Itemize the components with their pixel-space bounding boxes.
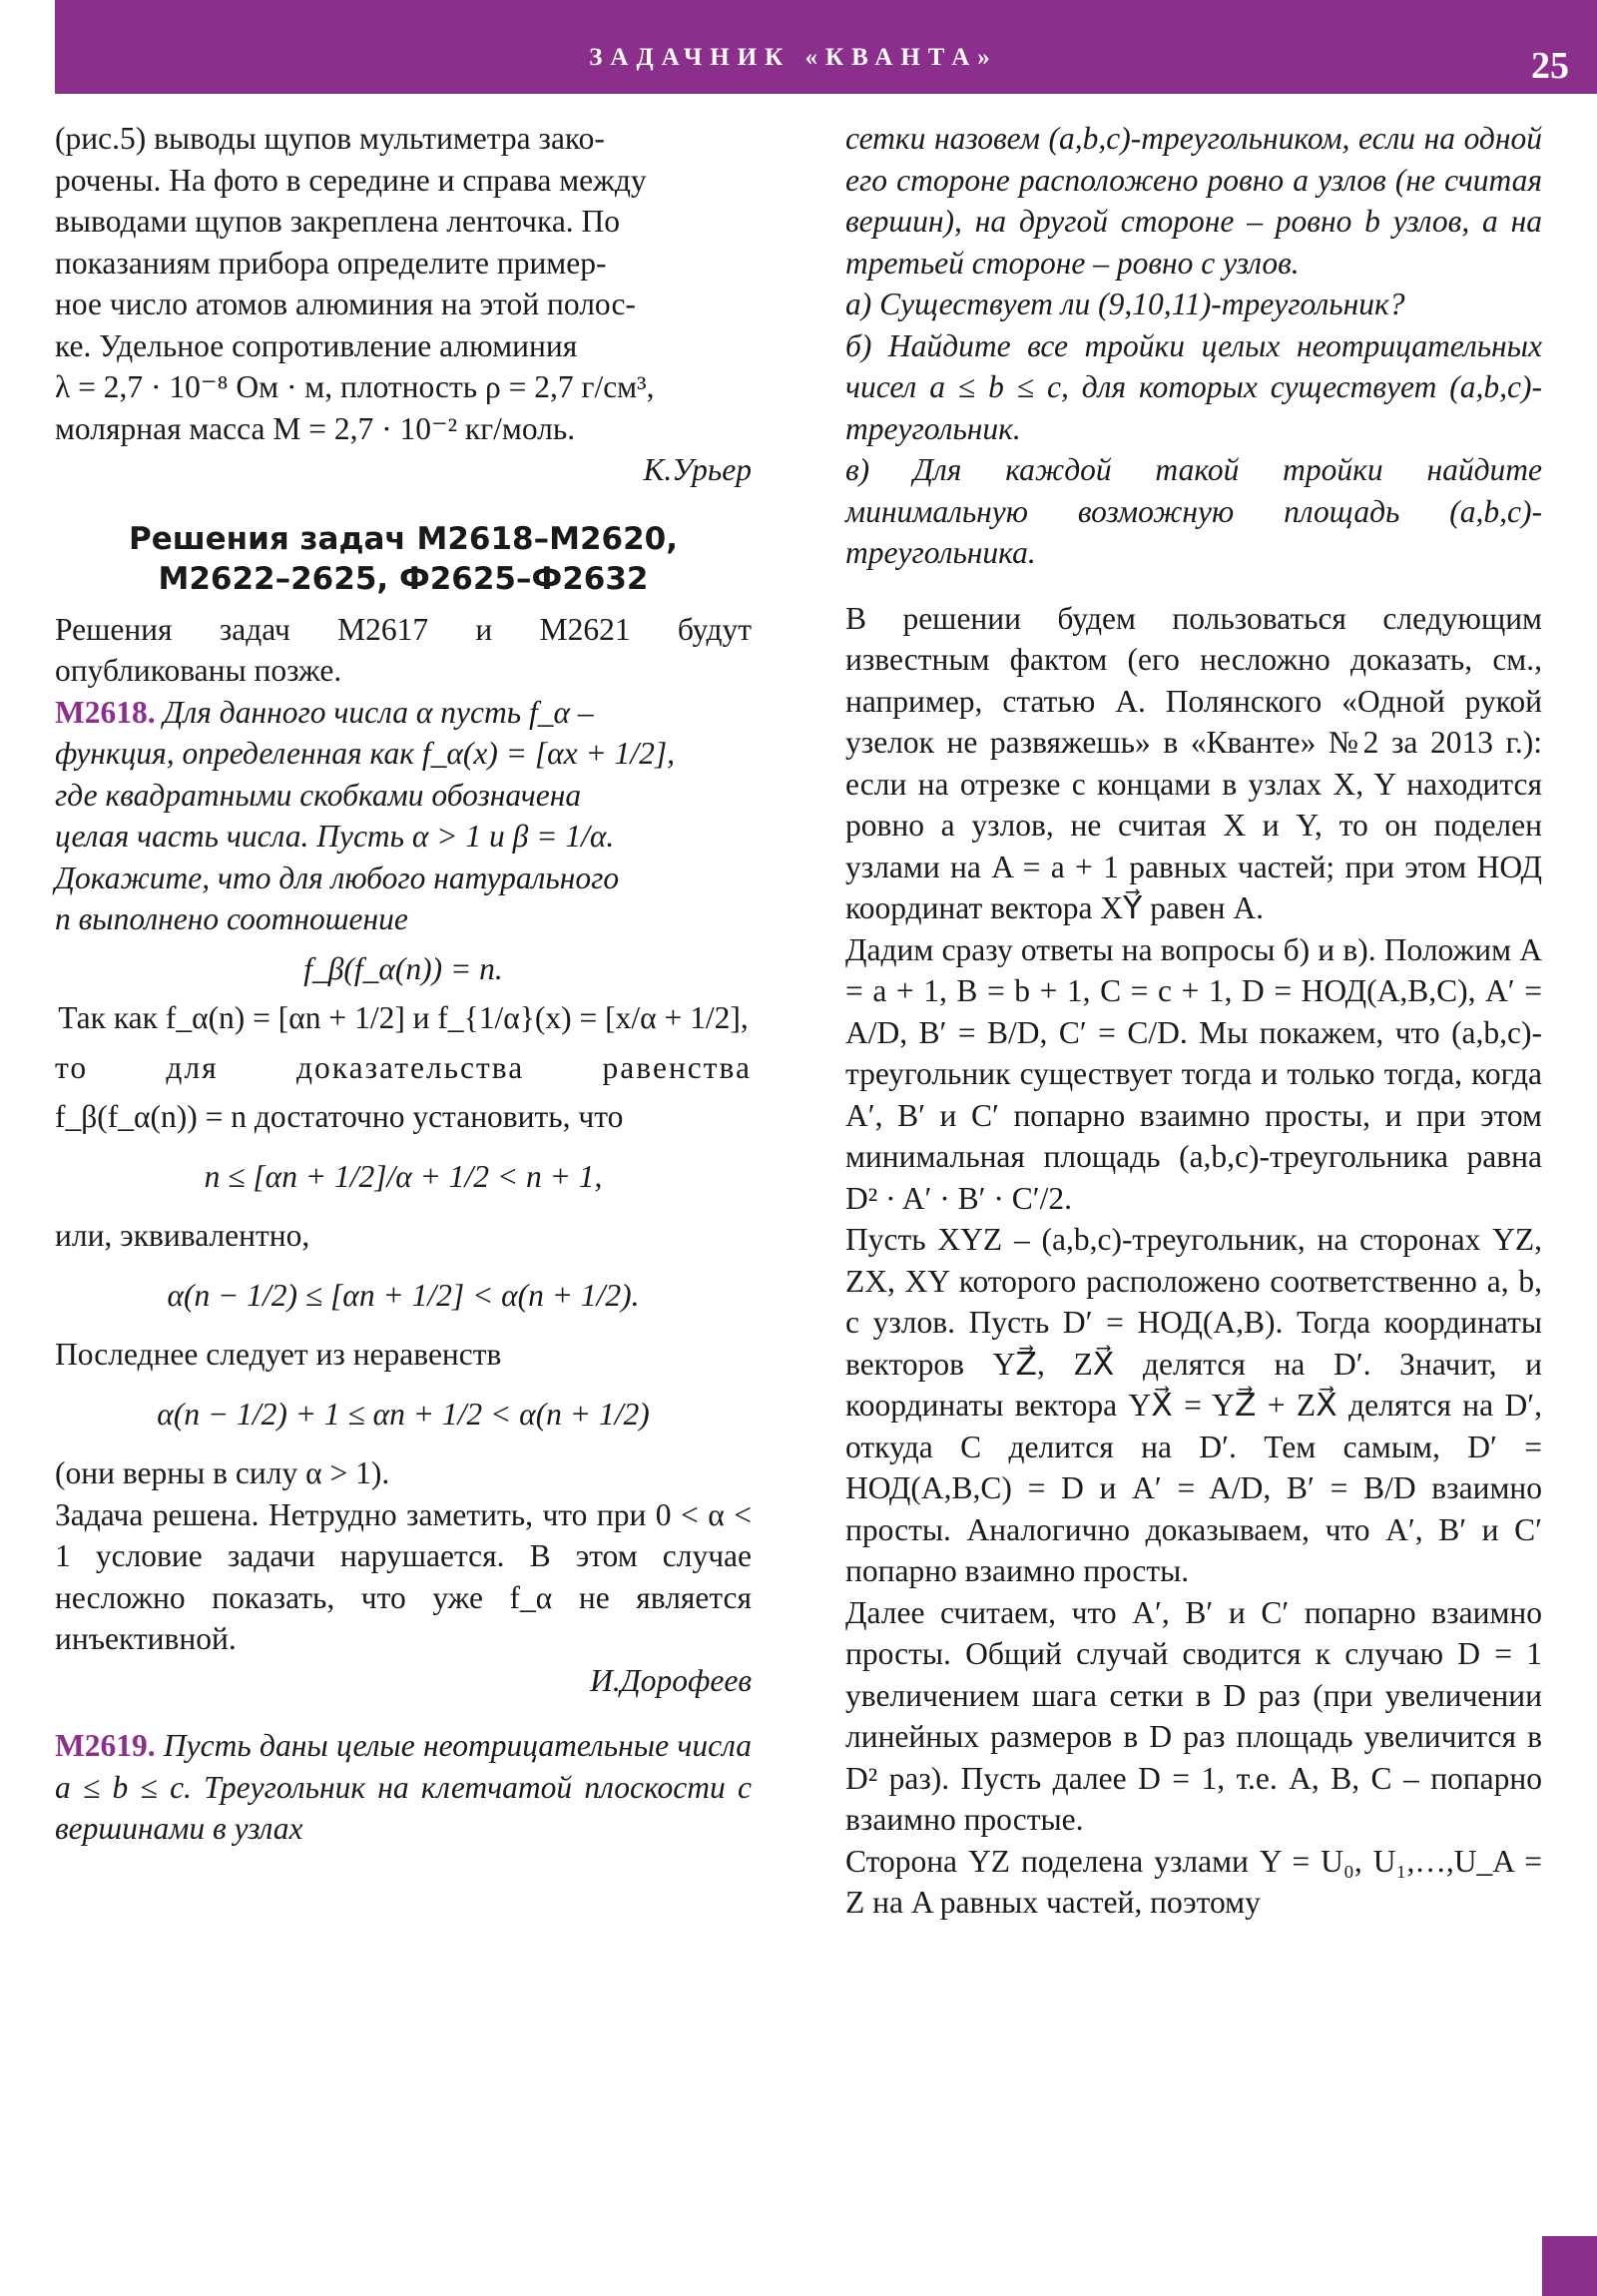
m2618-author: И.Дорофеев bbox=[590, 1662, 752, 1698]
intro-author: К.Урьер bbox=[643, 452, 752, 487]
m2618-statement-line: функция, определенная как f_α(x) = [αx + 1/2], bbox=[55, 736, 676, 771]
section-title-line: Решения задач М2618–М2620, bbox=[128, 520, 679, 557]
corner-tab bbox=[1542, 2236, 1597, 2296]
m2619-statement-cont: сетки назовем (a,b,c)-треугольником, если на одной его стороне расположено ровно a узлов (не считая вершин), на другой стороне – ровно b узлов, а на третьей стороне – ровно c узлов. bbox=[845, 121, 1542, 281]
intro-line: ное число атомов алюминия на этой полос- bbox=[55, 287, 636, 321]
formula-inequality-2: α(n − 1/2) ≤ [αn + 1/2] < α(n + 1/2). bbox=[167, 1277, 640, 1313]
spacer bbox=[55, 1701, 752, 1725]
problem-id-m2618: М2618. bbox=[55, 694, 156, 730]
spacer bbox=[845, 574, 1542, 598]
intro-line: выводами щупов закреплена ленточка. По bbox=[55, 204, 621, 239]
m2618-statement-line: где квадратными скобками обозначена bbox=[55, 777, 582, 813]
question-b: б) Найдите все тройки целых неотрицательных чисел a ≤ b ≤ c, для которых существует (a,b,c)-треугольник. bbox=[845, 327, 1542, 446]
solution-text: Так как f_α(n) = [αn + 1/2] и f_{1/α}(x) = [x/α + 1/2], bbox=[58, 1000, 749, 1035]
question-a: а) Существует ли (9,10,11)-треугольник? bbox=[845, 287, 1405, 321]
section-title bbox=[55, 519, 752, 599]
section-title-line: М2622–2625, Ф2625–Ф2632 bbox=[158, 560, 649, 597]
solution-paragraph: Далее считаем, что A′, B′ и C′ попарно взаимно просты. Общий случай сводится к случаю D = 1 увеличением шага сетки в D раз (при увеличении линейных размеров в D раз площадь увеличится в D² раз). Пусть далее D = 1, т.е. A, B, C – попарно взаимно простые. bbox=[845, 1594, 1542, 1837]
intro-line: (рис.5) выводы щупов мультиметра зако- bbox=[55, 121, 605, 156]
solution-text: Последнее следует из неравенств bbox=[55, 1337, 502, 1372]
solution-text: f_β(f_α(n)) = n достаточно установить, что bbox=[55, 1099, 624, 1134]
solution-paragraph: Дадим сразу ответы на вопросы б) и в). Положим A = a + 1, B = b + 1, C = c + 1, D = НОД(A,B,C), A′ = A/D, B′ = B/D, C′ = C/D. Мы покажем, что (a,b,c)-треугольник существует тогда и только тогда, когда A′, B′ и C′ попарно взаимно просты, и при этом минимальная площадь (a,b,c)-треугольника равна D² · A′ · B′ · C′/2. bbox=[845, 931, 1542, 1216]
intro-line: рочены. На фото в середине и справа между bbox=[55, 162, 647, 198]
m2618-statement-line bbox=[55, 692, 752, 734]
m2618-statement-line: n выполнено соотношение bbox=[55, 901, 408, 936]
solution-text: или, эквивалентно, bbox=[55, 1218, 310, 1253]
journal-section-title: ЗАДАЧНИК «КВАНТА» bbox=[589, 44, 998, 71]
solution-text: Задача решена. Нетрудно заметить, что при 0 < α < 1 условие задачи нарушается. В этом случае несложно показать, что уже f_α не является инъективной. bbox=[55, 1496, 752, 1656]
intro-line: молярная масса M = 2,7 · 10⁻² кг/моль. bbox=[55, 410, 576, 446]
statement-text: Пусть даны целые неотрицательные числа a ≤ b ≤ c. Треугольник на клетчатой плоскости с вершинами в узлах bbox=[55, 1728, 753, 1846]
question-c: в) Для каждой такой тройки найдите минимальную возможную площадь (a,b,c)-треугольника. bbox=[845, 452, 1542, 570]
formula-identity: f_β(f_α(n)) = n. bbox=[303, 950, 503, 986]
m2618-statement-line: Докажите, что для любого натурального bbox=[55, 860, 620, 895]
intro-line: λ = 2,7 · 10⁻⁸ Ом · м, плотность ρ = 2,7 г/см³, bbox=[55, 369, 655, 404]
right-column bbox=[845, 118, 1542, 1924]
solution-paragraph: Сторона YZ поделена узлами Y = U₀, U₁,…,U_A = Z на A равных частей, поэтому bbox=[845, 1843, 1542, 1920]
solution-text: то для доказательства равенства bbox=[55, 1049, 752, 1085]
solution-paragraph: В решении будем пользоваться следующим известным фактом (его несложно доказать, см., например, статью А. Полянского «Одной рукой узелок не развяжешь» в «Кванте» №2 за 2013 г.): если на отрезке с концами в узлах X, Y находится ровно a узлов, не считая X и Y, то он поделен узлами на A = a + 1 равных частей; при этом НОД координат вектора XY⃗ равен A. bbox=[845, 600, 1542, 925]
left-column bbox=[55, 118, 752, 1850]
intro-line: ке. Удельное сопротивление алюминия bbox=[55, 327, 578, 363]
page-number: 25 bbox=[1531, 45, 1569, 87]
page-header bbox=[55, 0, 1597, 94]
formula-inequality-1: n ≤ [αn + 1/2]/α + 1/2 < n + 1, bbox=[204, 1158, 603, 1194]
m2618-statement-line: целая часть числа. Пусть α > 1 и β = 1/α. bbox=[55, 819, 615, 854]
intro-line: показаниям прибора определите пример- bbox=[55, 245, 607, 281]
solution-text: (они верны в силу α > 1). bbox=[55, 1455, 390, 1490]
solution-paragraph: Пусть XYZ – (a,b,c)-треугольник, на сторонах YZ, ZX, XY которого расположено соответственно a, b, c узлов. Пусть D′ = НОД(A,B). Тогда координаты векторов YZ⃗, ZX⃗ делятся на D′. Значит, и координаты вектора YX⃗ = YZ⃗ + ZX⃗ делятся на D′, откуда C делится на D′. Тем самым, D′ = НОД(A,B,C) = D и A′ = A/D, B′ = B/D взаимно просты. Аналогично доказываем, что A′, B′ и C′ попарно взаимно просты. bbox=[845, 1222, 1542, 1588]
publication-note: Решения задач М2617 и М2621 будут опубликованы позже. bbox=[55, 611, 752, 688]
m2619-statement bbox=[55, 1725, 752, 1850]
problem-id-m2619: М2619. bbox=[55, 1728, 156, 1763]
statement-text: Для данного числа α пусть f_α – bbox=[163, 694, 594, 730]
formula-inequality-3: α(n − 1/2) + 1 ≤ αn + 1/2 < α(n + 1/2) bbox=[157, 1396, 650, 1432]
